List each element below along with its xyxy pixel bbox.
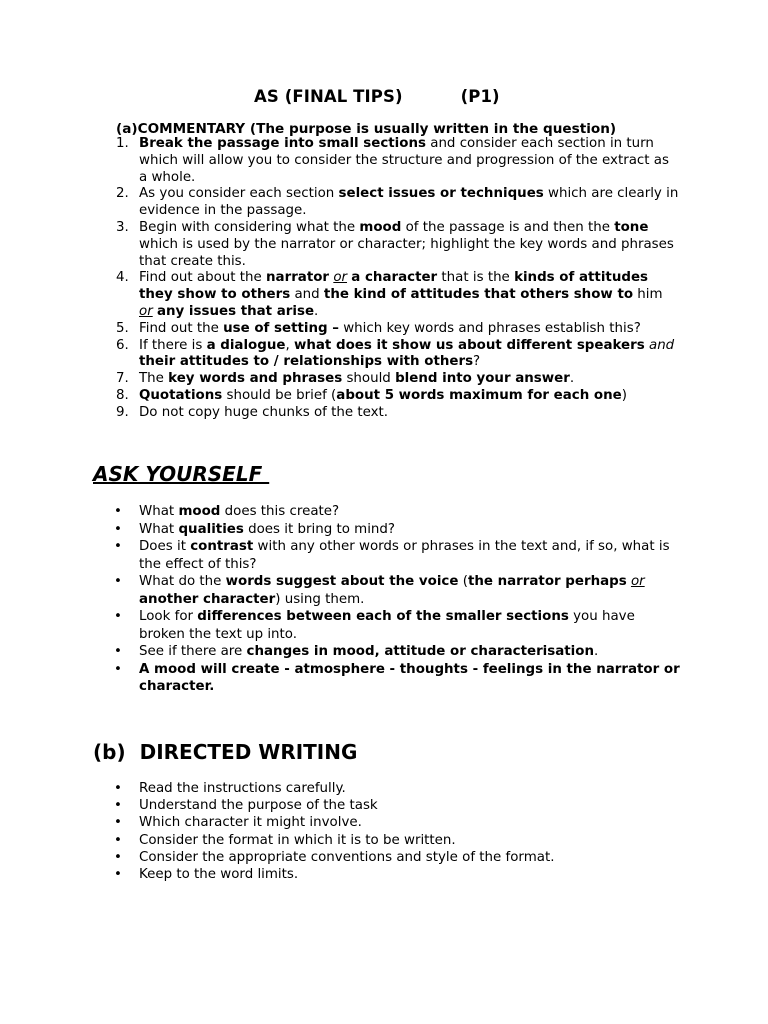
bullet-icon: • (114, 798, 122, 814)
item-number: 9. (116, 404, 129, 420)
item-number: 1. (116, 136, 129, 151)
text-run: ) using them. (275, 591, 365, 607)
item-number: 8. (116, 387, 129, 403)
item-text: Consider the format in which it is to be written. (139, 832, 456, 848)
text-run: words suggest about the voice (225, 574, 459, 589)
commentary-heading: (a)COMMENTARY (The purpose is usually written in the question) (116, 121, 617, 137)
text-run: mood (359, 219, 402, 235)
text-run: or (630, 574, 645, 589)
text-run: with any other words or phrases in the text and, if so, what is the effect of this? (139, 539, 670, 572)
ask-yourself-item (114, 608, 684, 643)
section-b-label: (b) (93, 740, 126, 764)
text-run: As you consider each section (139, 186, 339, 202)
commentary-item (116, 387, 679, 405)
text-run: Does it (139, 539, 191, 554)
text-run: Break the passage into small sections (139, 136, 426, 151)
item-number: 6. (116, 337, 129, 353)
text-run: any issues that arise (156, 303, 315, 319)
bullet-icon: • (114, 815, 122, 831)
bullet-icon: • (114, 832, 122, 848)
text-run: mood (178, 504, 221, 519)
text-run: If there is (139, 337, 207, 353)
text-run: which are clearly in evidence in the passage. (139, 186, 679, 219)
ask-yourself-item (114, 503, 684, 521)
text-run: you have broken the text up into. (139, 609, 635, 642)
directed-writing-item (114, 780, 684, 797)
text-run: kinds of attitudes they show to others (139, 270, 648, 303)
commentary-item (116, 320, 679, 338)
text-run: What do the (139, 574, 226, 589)
text-run: another character (139, 591, 276, 607)
text-run: Begin with considering what the (139, 219, 360, 235)
commentary-item (116, 404, 679, 422)
text-run: does it bring to mind? (243, 521, 396, 537)
text-run: of the passage is and then the (401, 219, 615, 235)
text-run: their attitudes to / relationships with others (139, 354, 474, 370)
text-run: and (648, 337, 675, 353)
text-run: Look for (139, 609, 198, 624)
text-run: a dialogue (206, 337, 286, 353)
bullet-icon: • (114, 661, 122, 677)
text-run: the kind of attitudes that others show to (323, 287, 634, 303)
text-run: Find out the (139, 320, 224, 336)
text-run: tone (614, 219, 649, 235)
directed-writing-item (114, 832, 684, 849)
text-run: What (139, 504, 179, 519)
text-run: changes in mood, attitude or characterisation (246, 644, 594, 659)
commentary-item (116, 186, 679, 220)
ask-yourself-item (114, 573, 684, 608)
title-main: AS (FINAL TIPS) (254, 87, 403, 106)
text-run: , (285, 337, 294, 353)
item-number: 3. (116, 219, 129, 235)
text-run: What (139, 521, 179, 537)
directed-writing-heading (93, 740, 357, 764)
text-run: should (342, 371, 396, 387)
text-run: the narrator perhaps (467, 574, 627, 589)
bullet-icon: • (114, 849, 122, 865)
text-run: a character (351, 270, 438, 286)
item-number: 5. (116, 320, 129, 336)
title-part: (P1) (460, 87, 500, 106)
item-text: Which character it might involve. (139, 815, 362, 831)
commentary-item (116, 337, 679, 372)
text-run: Find out about the (139, 270, 267, 286)
text-run: narrator (266, 270, 330, 286)
directed-writing-item (114, 814, 684, 831)
text-run: that is the (437, 270, 515, 286)
text-run: qualities (178, 521, 244, 537)
section-b-title: DIRECTED WRITING (139, 740, 358, 764)
commentary-item (116, 371, 679, 388)
ask-yourself-item (114, 538, 684, 573)
bullet-icon: • (114, 521, 122, 537)
text-run: what does it show us about different speakers (293, 337, 645, 353)
bullet-icon: • (114, 867, 122, 883)
bullet-icon: • (114, 539, 122, 554)
directed-writing-list (114, 780, 684, 883)
ask-yourself-item (114, 521, 684, 539)
ask-yourself-heading: ASK YOURSELF (93, 462, 270, 486)
text-run: should be brief ( (222, 387, 337, 403)
bullet-icon: • (114, 781, 122, 796)
text-run: which key words and phrases establish this? (338, 320, 641, 336)
bullet-icon: • (114, 644, 122, 659)
directed-writing-item (114, 866, 684, 883)
text-run: The (139, 371, 169, 387)
commentary-item (116, 270, 679, 320)
text-run: select issues or techniques (338, 186, 544, 202)
text-run: which is used by the narrator or character; highlight the key words and phrases that create this. (139, 236, 674, 269)
item-text: Understand the purpose of the task (139, 798, 378, 814)
text-run: See if there are (139, 644, 247, 659)
item-number: 7. (116, 371, 129, 387)
bullet-icon: • (114, 574, 122, 589)
item-number: 2. (116, 186, 129, 202)
directed-writing-item (114, 849, 684, 866)
text-run: blend into your answer (395, 371, 570, 387)
text-run: about 5 words maximum for each one (336, 387, 622, 403)
bullet-icon: • (114, 609, 122, 624)
text-run: . (594, 644, 599, 659)
text-run: . (314, 303, 319, 319)
item-number: 4. (116, 270, 129, 286)
commentary-item (116, 219, 679, 270)
text-run: does this create? (220, 504, 340, 519)
text-run: ? (473, 354, 481, 370)
text-run: or (333, 270, 348, 286)
text-run: him (633, 287, 663, 303)
text-run: and (290, 287, 324, 303)
text-run: differences between each of the smaller sections (197, 609, 569, 624)
item-text: Keep to the word limits. (139, 867, 299, 883)
text-run: ) (621, 387, 627, 403)
text-run: Quotations (139, 387, 223, 403)
directed-writing-item (114, 797, 684, 814)
text-run: and consider each section in turn which will allow you to consider the structure and progression of the extract as a whole. (139, 136, 669, 185)
ask-yourself-item (114, 643, 684, 661)
page-title (254, 87, 500, 106)
text-run: contrast (190, 539, 254, 554)
text-run: A mood will create - atmosphere - thoughts - feelings in the narrator or character. (139, 661, 680, 694)
bullet-icon: • (114, 504, 122, 519)
text-run: key words and phrases (168, 371, 343, 387)
ask-yourself-item (114, 661, 684, 696)
text-run: ( (458, 574, 468, 589)
item-text: Consider the appropriate conventions and style of the format. (139, 849, 555, 865)
text-run: use of setting – (223, 320, 339, 336)
commentary-item (116, 136, 679, 186)
text-run: or (139, 303, 153, 319)
commentary-list (116, 136, 679, 422)
item-text: Read the instructions carefully. (139, 781, 346, 796)
ask-yourself-list (114, 503, 684, 696)
text-run: . (569, 371, 575, 387)
text-run: Do not copy huge chunks of the text. (139, 404, 389, 420)
